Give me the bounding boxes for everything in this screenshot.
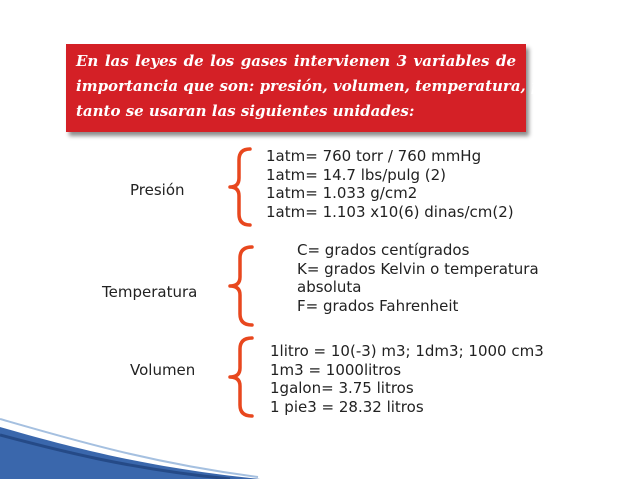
volumen-unit-line: 1 pie3 = 28.32 litros — [270, 398, 424, 417]
intro-line-1: En las leyes de los gases intervienen 3 variables de — [76, 52, 516, 70]
temperatura-unit-line: C= grados centígrados — [297, 241, 470, 259]
presion-unit-line: 1atm= 760 torr / 760 mmHg — [266, 147, 482, 165]
presion-unit-line: 1atm= 14.7 lbs/pulg (2) — [266, 165, 447, 184]
presion-unit-line: 1atm= 1.103 x10(6) dinas/cm(2) — [266, 203, 514, 222]
volumen-units — [270, 342, 544, 417]
intro-line-2: importancia que son: presión, volumen, temperatura, por lo — [76, 77, 581, 95]
volumen-label: Volumen — [130, 361, 196, 379]
intro-box — [66, 44, 581, 132]
temperatura-unit-line: F= grados Fahrenheit — [297, 297, 459, 316]
volumen-unit-line: 1litro = 10(-3) m3; 1dm3; 1000 cm3 — [270, 342, 544, 360]
corner-decoration — [0, 389, 260, 479]
temperatura-units — [297, 241, 539, 316]
presion-brace-icon — [226, 146, 254, 228]
temperatura-unit-line: absoluta — [297, 278, 362, 297]
volumen-unit-line: 1galon= 3.75 litros — [270, 379, 414, 398]
presion-unit-line: 1atm= 1.033 g/cm2 — [266, 184, 418, 203]
temperatura-brace-icon — [226, 244, 256, 328]
temperatura-unit-line: K= grados Kelvin o temperatura — [297, 259, 539, 278]
volumen-unit-line: 1m3 = 1000litros — [270, 360, 402, 379]
presion-label: Presión — [130, 181, 185, 199]
intro-line-3: tanto se usaran las siguientes unidades: — [76, 102, 415, 120]
temperatura-label: Temperatura — [102, 283, 198, 301]
presion-units — [266, 147, 514, 222]
